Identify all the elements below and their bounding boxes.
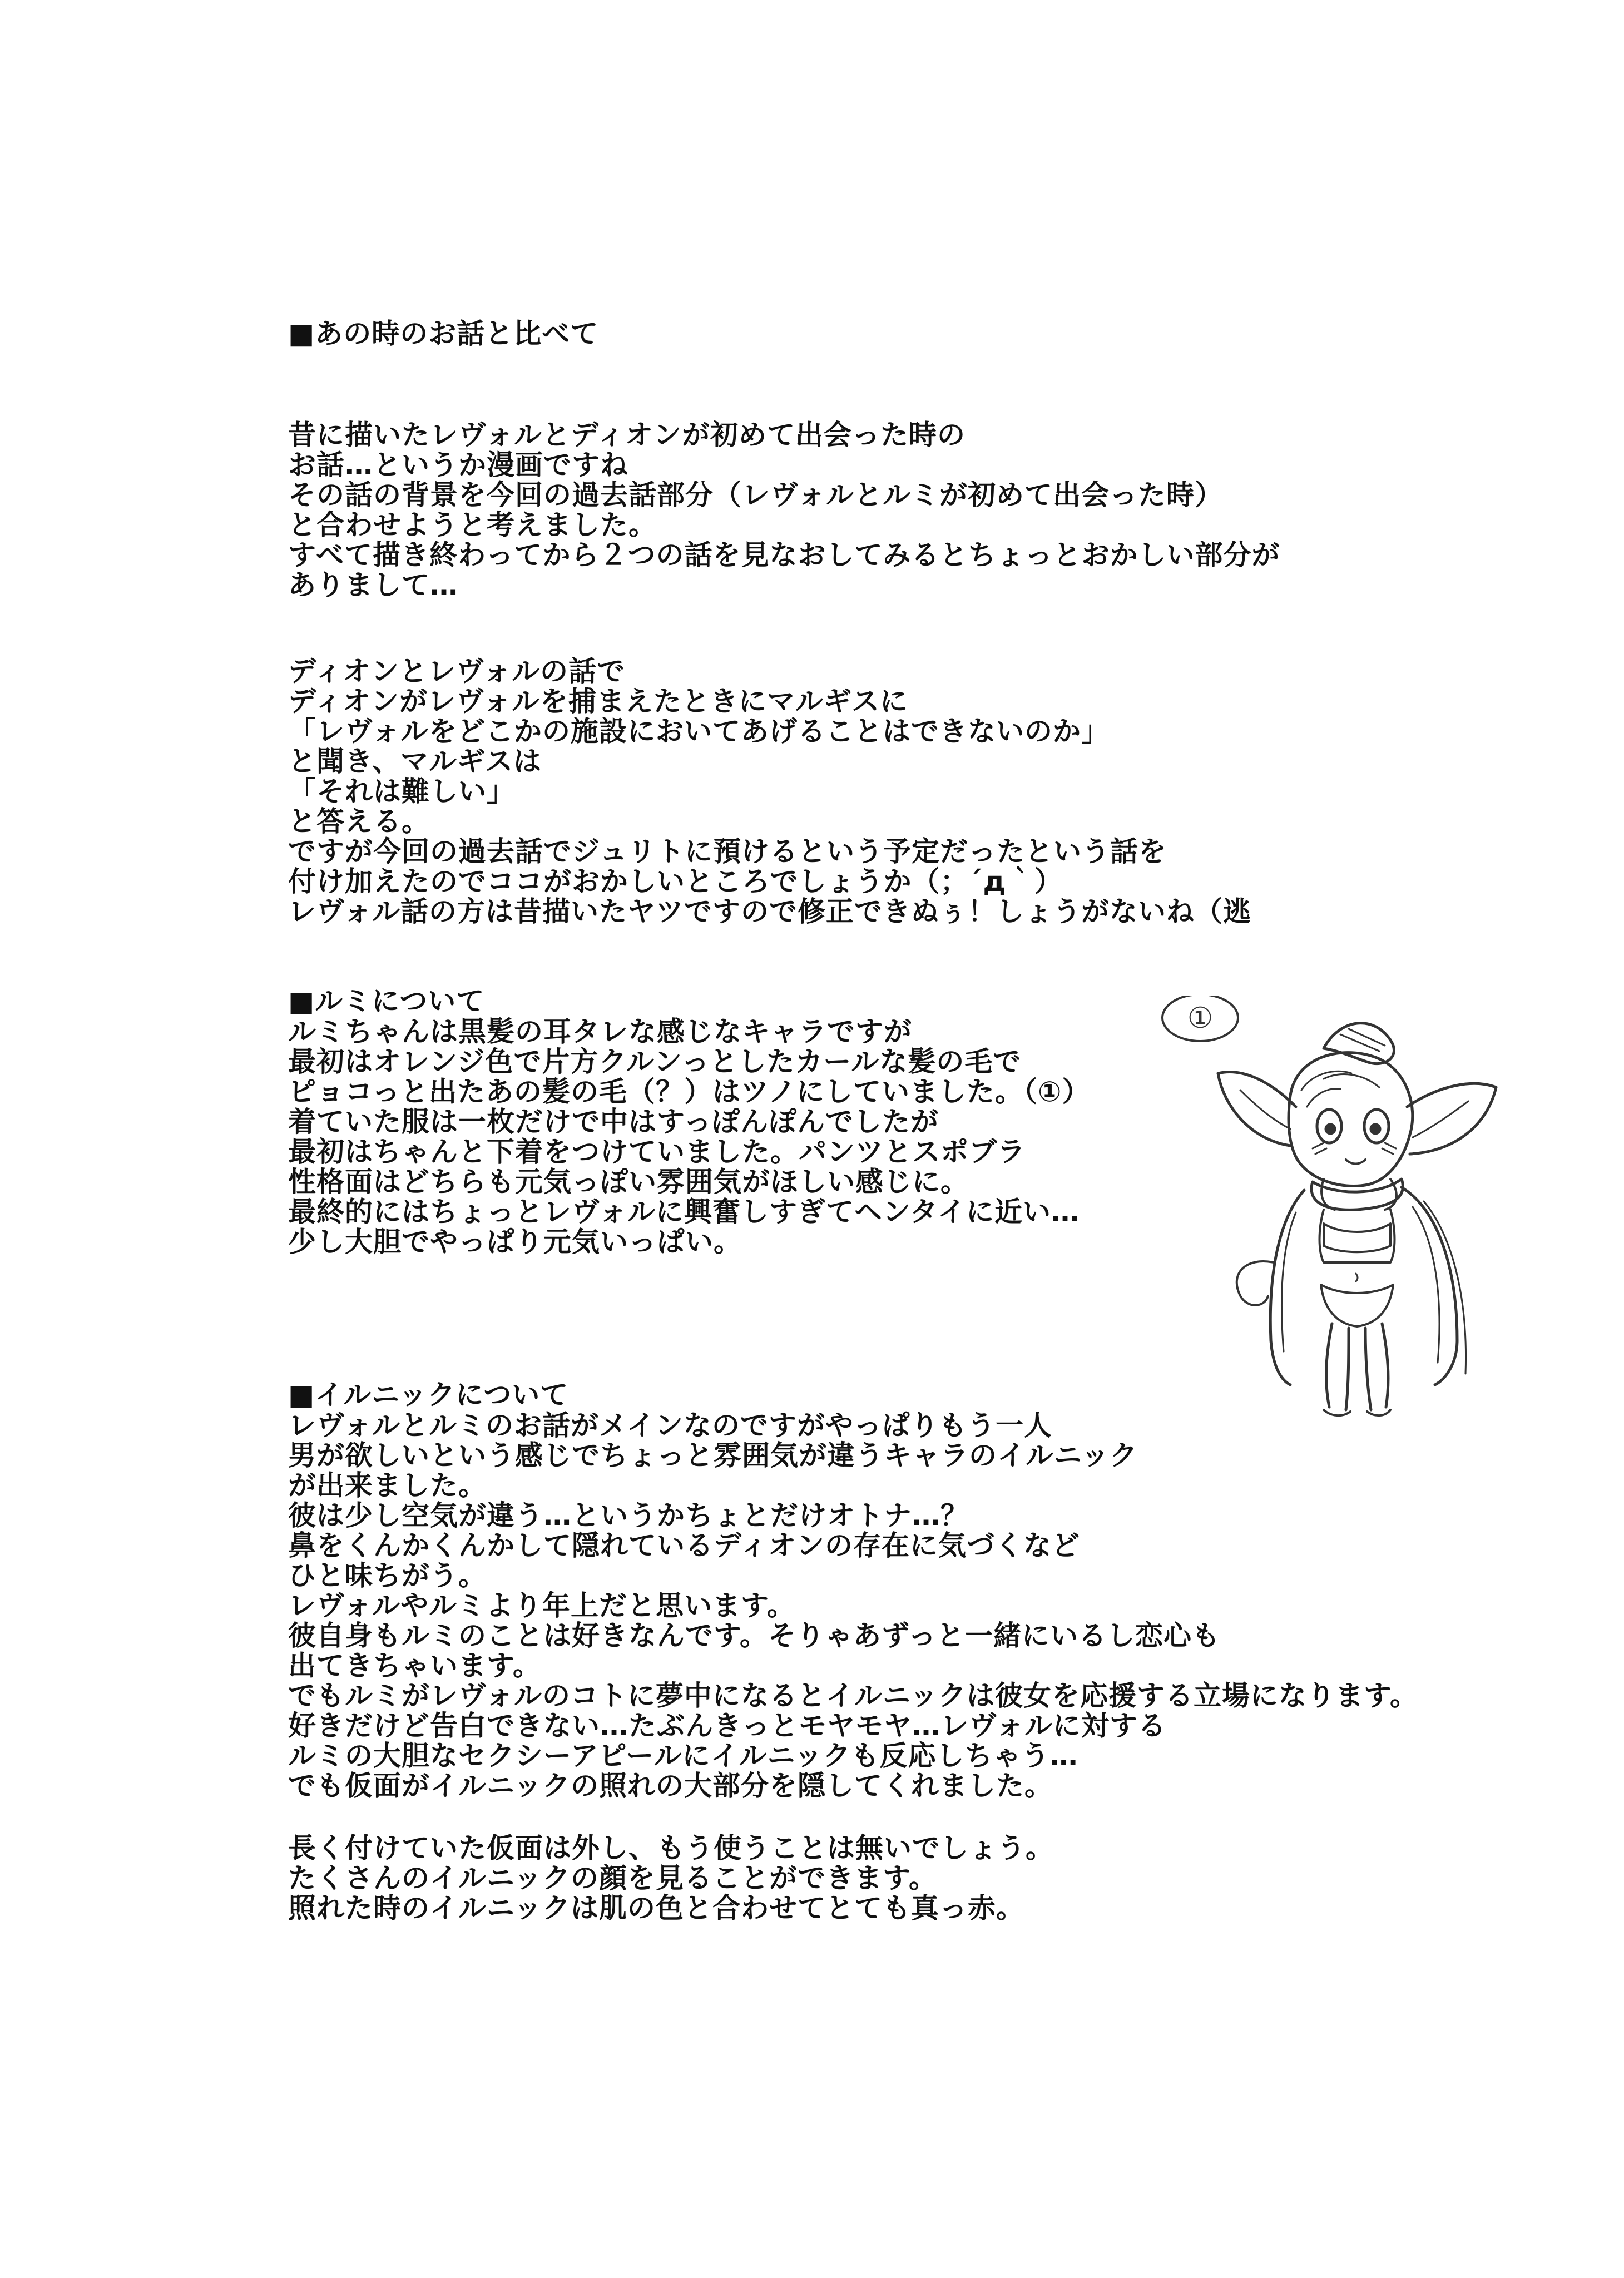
text-line: ひと味ちがう。 <box>288 1559 487 1592</box>
text-line: レヴォルとルミのお話がメインなのですがやっぱりもう一人 <box>288 1409 1052 1442</box>
text-line: ありまして… <box>288 569 458 601</box>
comparison-paragraph-1 <box>288 420 1280 600</box>
text-line: ルミの大胆なセクシーアピールにイルニックも反応しちゃう… <box>288 1740 1078 1772</box>
text-line: 鼻をくんかくんかして隠れているディオンの存在に気づくなど <box>288 1529 1080 1562</box>
text-line: と合わせようと考えました。 <box>288 509 657 541</box>
text-line: 彼は少し空気が違う…というかちょとだけオトナ…？ <box>288 1499 969 1532</box>
text-line: ディオンとレヴォルの話で <box>288 655 625 687</box>
ilnick-paragraph-2 <box>288 1833 1054 1923</box>
text-line: ディオンがレヴォルを捕まえたときにマルギスに <box>288 685 908 717</box>
text-line: その話の背景を今回の過去話部分（レヴォルとルミが初めて出会った時） <box>288 479 1223 511</box>
text-line: レヴォル話の方は昔描いたヤツですので修正できぬぅ！しょうがないね（逃 <box>288 895 1251 928</box>
text-line: でもルミがレヴォルのコトに夢中になるとイルニックは彼女を応援する立場になります。 <box>288 1680 1418 1712</box>
text-line: 着ていた服は一枚だけで中はすっぽんぽんでしたが <box>288 1106 939 1138</box>
text-line: レヴォルやルミより年上だと思います。 <box>288 1589 795 1622</box>
text-line: 付け加えたのでココがおかしいところでしょうか（；´д｀） <box>288 865 1063 898</box>
text-line: ルミちゃんは黒髪の耳タレな感じなキャラですが <box>288 1016 912 1048</box>
section-heading-comparison: ■あの時のお話と比べて <box>288 318 599 350</box>
text-line: ですが今回の過去話でジュリトに預けるという予定だったという話を <box>288 835 1167 868</box>
text-line: ピョコっと出たあの髪の毛（？）はツノにしていました。（①） <box>288 1076 1091 1108</box>
text-line: 「それは難しい」 <box>288 775 515 808</box>
text-line: 男が欲しいという感じでちょっと雰囲気が違うキャラのイルニック <box>288 1439 1138 1472</box>
text-line: 長く付けていた仮面は外し、もう使うことは無いでしょう。 <box>288 1832 1054 1864</box>
text-line: 彼自身もルミのことは好きなんです。そりゃあずっと一緒にいるし恋心も <box>288 1620 1220 1652</box>
text-line: 少し大胆でやっぱり元気いっぱい。 <box>288 1226 742 1258</box>
text-line: 昔に描いたレヴォルとディオンが初めて出会った時の <box>288 419 966 451</box>
sketch-label: ① <box>1187 1002 1214 1035</box>
section-heading-ilnick: ■イルニックについて <box>288 1379 569 1411</box>
text-line: すべて描き終わってから２つの話を見なおしてみるとちょっとおかしい部分が <box>288 539 1280 571</box>
text-line: たくさんのイルニックの顔を見ることができます。 <box>288 1862 937 1894</box>
text-line: 最初はちゃんと下着をつけていました。パンツとスポブラ <box>288 1136 1026 1168</box>
rumi-sketch-icon <box>1157 996 1535 1424</box>
ilnick-paragraph-1 <box>288 1410 1418 1801</box>
text-line: 最終的にはちょっとレヴォルに興奮しすぎてヘンタイに近い… <box>288 1196 1080 1228</box>
text-line: と答える。 <box>288 805 430 838</box>
text-line: 「レヴォルをどこかの施設においてあげることはできないのか」 <box>288 715 1110 747</box>
text-line: 最初はオレンジ色で片方クルンっとしたカールな髪の毛で <box>288 1046 1022 1078</box>
rumi-character-sketch <box>1157 996 1535 1424</box>
text-line: 出てきちゃいます。 <box>288 1650 541 1682</box>
text-line: と聞き、マルギスは <box>288 745 542 778</box>
text-line: 照れた時のイルニックは肌の色と合わせてとても真っ赤。 <box>288 1892 1024 1924</box>
section-heading-rumi: ■ルミについて <box>288 985 485 1017</box>
text-line: 好きだけど告白できない…たぶんきっとモヤモヤ…レヴォルに対する <box>288 1710 1166 1742</box>
text-line: が出来ました。 <box>288 1469 487 1502</box>
text-line: 性格面はどちらも元気っぽい雰囲気がほしい感じに。 <box>288 1166 969 1198</box>
rumi-paragraph <box>288 1017 1090 1257</box>
comparison-paragraph-2 <box>288 656 1251 927</box>
text-line: お話…というか漫画ですね <box>288 449 628 481</box>
text-line: でも仮面がイルニックの照れの大部分を隠してくれました。 <box>288 1770 1053 1802</box>
